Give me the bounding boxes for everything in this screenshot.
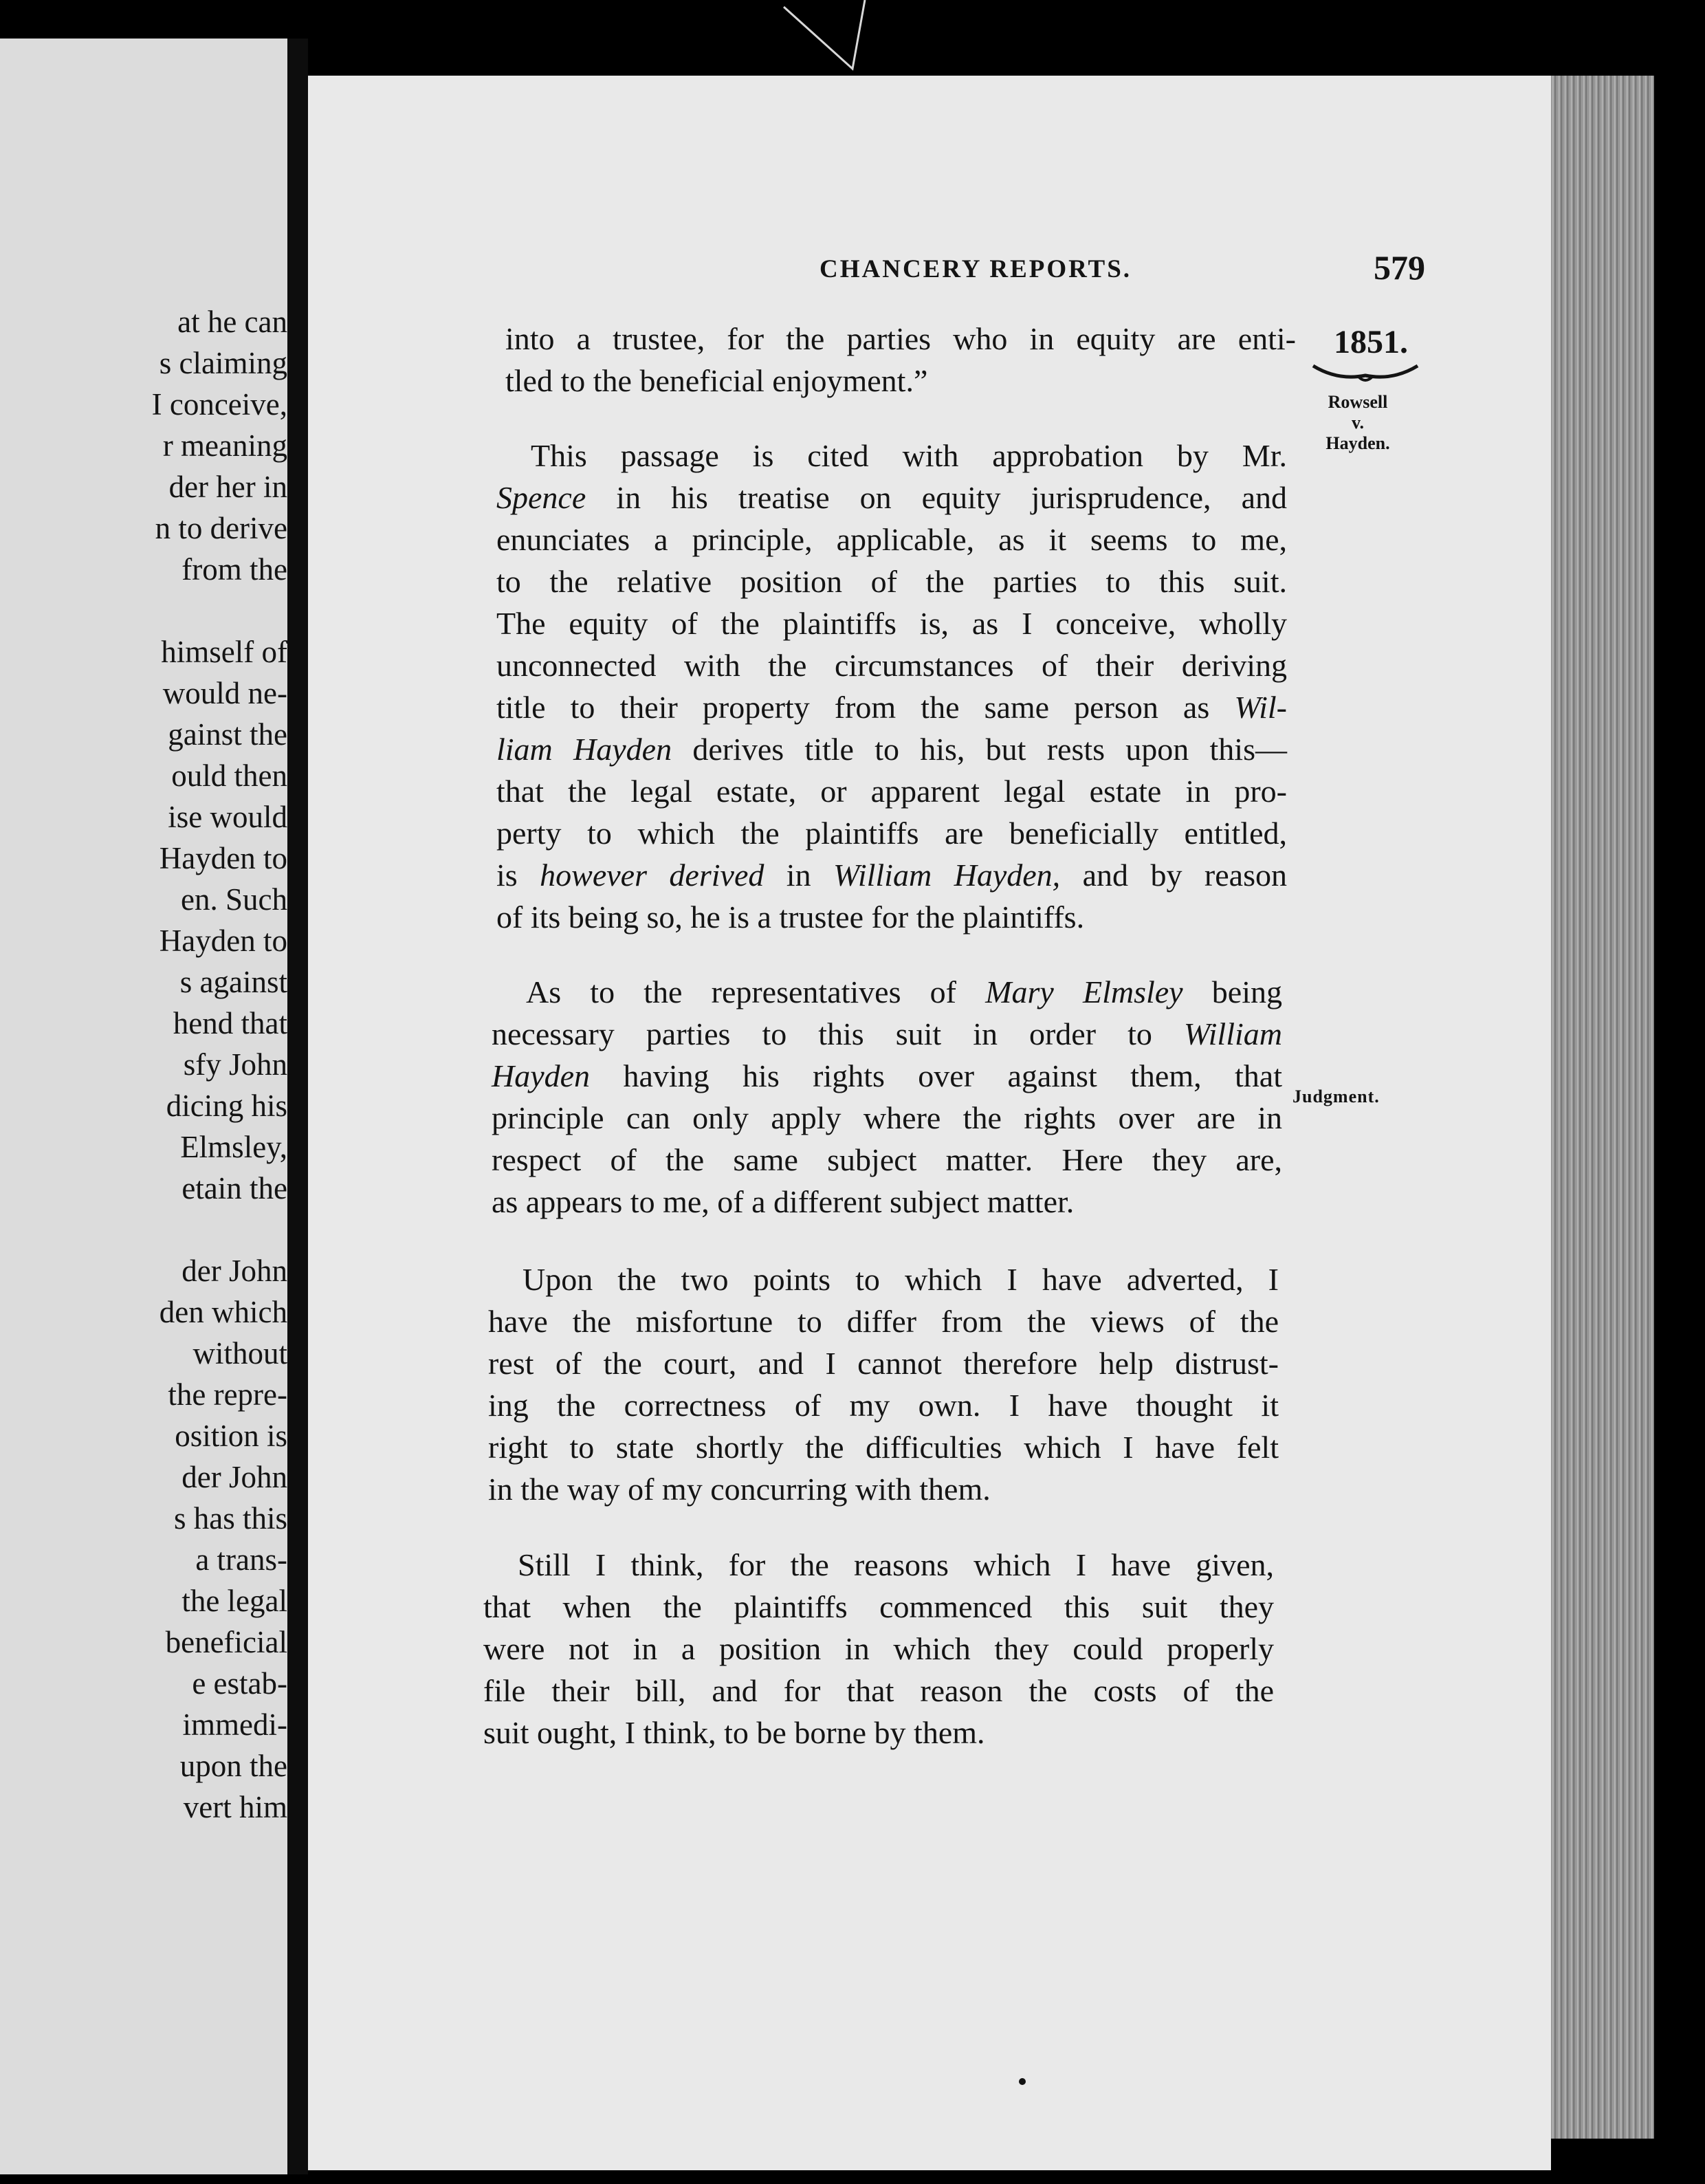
facing-page-line: osition is <box>175 1419 287 1453</box>
text-line <box>496 477 1287 518</box>
text-line <box>496 854 1287 896</box>
facing-page-line: himself of <box>161 635 287 669</box>
italic-phrase: however derived <box>540 858 764 893</box>
text-span: being <box>1182 974 1282 1009</box>
facing-page-line: etain the <box>182 1171 287 1205</box>
facing-page-line: gainst the <box>168 717 287 752</box>
text-line <box>496 728 1287 770</box>
text-line: suit ought, I think, to be borne by them. <box>483 1715 985 1750</box>
facing-page-line: immedi- <box>182 1707 287 1742</box>
page-number: 579 <box>1374 248 1425 287</box>
facing-page-line: s has this <box>173 1501 287 1536</box>
text-line: enunciates a principle, applicable, as it seems to me, <box>496 522 1287 557</box>
running-title: CHANCERY REPORTS. <box>820 255 1132 283</box>
page-edges <box>1551 76 1654 2139</box>
facing-page-line: I conceive, <box>151 387 287 422</box>
facing-page-line: sfy John <box>183 1047 287 1082</box>
facing-page-line: would ne- <box>162 676 287 710</box>
paragraph-1 <box>505 318 1296 402</box>
paragraph-5 <box>483 1544 1274 1754</box>
facing-page-line: hend that <box>173 1006 287 1040</box>
case-party-1: Rowsell <box>1328 392 1388 412</box>
text-span: and by reason <box>1060 858 1287 893</box>
margin-judgment-note: Judgment. <box>1292 1086 1380 1106</box>
paragraph-3 <box>492 971 1282 1223</box>
text-line: in the way of my concurring with them. <box>488 1472 991 1507</box>
facing-page-line: den which <box>159 1295 287 1329</box>
text-line: have the misfortune to differ from the views of the <box>488 1304 1279 1339</box>
text-line: right to state shortly the difficulties which I have felt <box>488 1430 1279 1465</box>
text-line: to the relative position of the parties to this suit. <box>496 564 1287 599</box>
facing-page-line: upon the <box>179 1749 287 1783</box>
ink-dot <box>1019 2078 1026 2085</box>
book-gutter <box>287 39 308 2174</box>
facing-page-line: ould then <box>171 758 287 793</box>
text-line: perty to which the plaintiffs are beneficially entitled, <box>496 816 1287 851</box>
facing-page-line: the legal <box>182 1584 287 1618</box>
italic-name: William Hayden, <box>833 858 1061 893</box>
text-line: unconnected with the circumstances of their deriving <box>496 648 1287 683</box>
italic-name: William <box>1183 1016 1282 1051</box>
text-line: The equity of the plaintiffs is, as I conceive, wholly <box>496 606 1287 641</box>
text-span: having his rights over against them, that <box>590 1058 1282 1093</box>
text-span: in his treatise on equity jurisprudence, and <box>586 480 1287 515</box>
paragraph-4 <box>488 1258 1279 1510</box>
facing-page-line: e estab- <box>192 1666 287 1701</box>
facing-page-line: der her in <box>168 470 287 504</box>
text-span: necessary parties to this suit in order to <box>492 1016 1184 1051</box>
text-line: Still I think, for the reasons which I have given, <box>518 1547 1274 1582</box>
text-line: principle can only apply where the rights over are in <box>492 1100 1282 1135</box>
top-mark <box>777 0 880 76</box>
text-span: is <box>496 858 540 893</box>
text-span: in <box>764 858 834 893</box>
margin-year: 1851. <box>1334 324 1408 360</box>
facing-page-line: Elmsley, <box>180 1130 287 1164</box>
facing-page-line: Hayden to <box>159 924 287 958</box>
text-span: derives title to his, but rests upon this— <box>672 732 1287 767</box>
text-line: This passage is cited with approbation by Mr. <box>531 438 1287 473</box>
italic-name: liam Hayden <box>496 732 672 767</box>
facing-page-line: en. Such <box>181 882 287 917</box>
facing-page-line: s against <box>179 965 287 999</box>
facing-page <box>0 39 287 2174</box>
text-line: into a trustee, for the parties who in equity are enti- <box>505 321 1296 356</box>
facing-page-line: at he can <box>177 305 287 339</box>
facing-page-line: r meaning <box>162 428 287 463</box>
text-line: tled to the beneficial enjoyment.” <box>505 363 928 398</box>
margin-case-name <box>1313 392 1402 454</box>
text-line: of its being so, he is a trustee for the plaintiffs. <box>496 899 1085 935</box>
facing-page-line: s claiming <box>159 346 287 380</box>
text-line: file their bill, and for that reason the costs of the <box>483 1673 1274 1708</box>
italic-name: Wil- <box>1234 690 1287 725</box>
facing-page-line: the repre- <box>168 1377 287 1412</box>
text-line: were not in a position in which they could properly <box>483 1631 1274 1666</box>
text-line: that when the plaintiffs commenced this suit they <box>483 1589 1274 1624</box>
italic-name: Spence <box>496 480 586 515</box>
case-party-2: Hayden. <box>1326 433 1390 453</box>
facing-page-line: vert him <box>183 1790 287 1824</box>
facing-page-line: dicing his <box>166 1089 287 1123</box>
text-line <box>496 686 1287 728</box>
facing-page-line: ise would <box>168 800 287 834</box>
text-line: ing the correctness of my own. I have thought it <box>488 1388 1279 1423</box>
facing-page-line: beneficial <box>165 1625 287 1659</box>
text-line: rest of the court, and I cannot therefore help distrust- <box>488 1346 1279 1381</box>
case-versus: v. <box>1351 413 1365 433</box>
text-line <box>492 1055 1282 1097</box>
text-span: title to their property from the same person as <box>496 690 1235 725</box>
text-line: as appears to me, of a different subject matter. <box>492 1184 1075 1219</box>
text-line <box>492 971 1282 1013</box>
brace-mark <box>1310 360 1420 391</box>
facing-page-line: from the <box>182 552 287 587</box>
italic-name: Mary Elmsley <box>985 974 1183 1009</box>
italic-name: Hayden <box>492 1058 591 1093</box>
text-line <box>492 1013 1282 1055</box>
facing-page-line: without <box>192 1336 287 1371</box>
facing-page-line: der John <box>182 1460 287 1494</box>
facing-page-line: n to derive <box>155 511 287 545</box>
text-span: As to the representatives of <box>526 974 986 1009</box>
facing-page-line: der John <box>182 1254 287 1288</box>
text-line: respect of the same subject matter. Here they are, <box>492 1142 1282 1177</box>
facing-page-line: Hayden to <box>159 841 287 875</box>
facing-page-line: a trans- <box>195 1542 287 1577</box>
text-line: that the legal estate, or apparent legal estate in pro- <box>496 774 1287 809</box>
text-line: Upon the two points to which I have adverted, I <box>522 1262 1279 1297</box>
paragraph-2 <box>496 435 1287 938</box>
